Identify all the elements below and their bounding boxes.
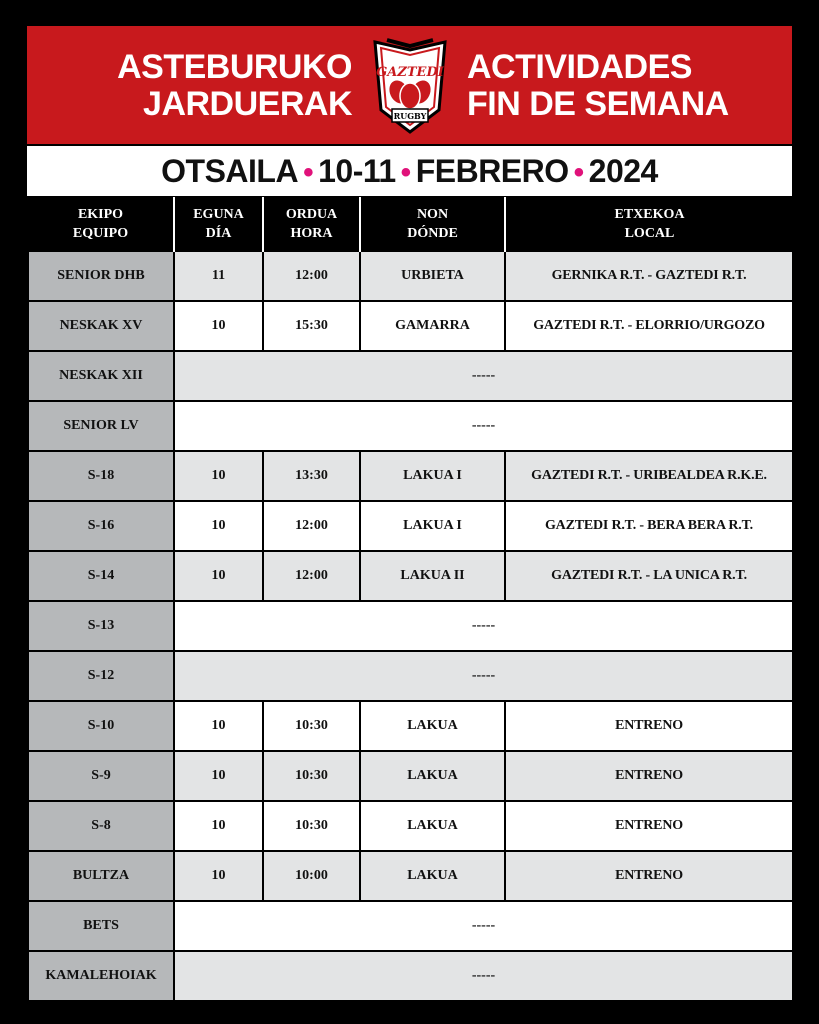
header-title-basque bbox=[117, 49, 352, 123]
no-activity-cell: ----- bbox=[174, 951, 793, 1001]
table-row bbox=[28, 951, 793, 1001]
local-cell: ENTRENO bbox=[505, 751, 793, 801]
logo-text: GAZTEDI bbox=[376, 65, 444, 80]
dot-separator: • bbox=[303, 156, 314, 189]
time-cell: 12:00 bbox=[263, 251, 360, 301]
table-header-row bbox=[28, 197, 793, 251]
date-year: 2024 bbox=[588, 153, 658, 189]
location-cell: LAKUA bbox=[360, 851, 505, 901]
time-cell: 10:30 bbox=[263, 751, 360, 801]
table-row bbox=[28, 601, 793, 651]
table-row bbox=[28, 901, 793, 951]
date-band bbox=[27, 146, 792, 196]
day-cell: 10 bbox=[174, 751, 263, 801]
location-cell: LAKUA bbox=[360, 801, 505, 851]
location-cell: URBIETA bbox=[360, 251, 505, 301]
day-cell: 11 bbox=[174, 251, 263, 301]
team-cell: SENIOR LV bbox=[28, 401, 174, 451]
team-cell: S-13 bbox=[28, 601, 174, 651]
schedule-table bbox=[27, 197, 794, 1002]
table-row bbox=[28, 401, 793, 451]
location-cell: LAKUA bbox=[360, 751, 505, 801]
table-row bbox=[28, 851, 793, 901]
month-spanish: FEBRERO bbox=[415, 153, 569, 189]
day-cell: 10 bbox=[174, 451, 263, 501]
local-cell: GERNIKA R.T. - GAZTEDI R.T. bbox=[505, 251, 793, 301]
local-cell: ENTRENO bbox=[505, 701, 793, 751]
header-right-line2: FIN DE SEMANA bbox=[467, 85, 729, 123]
day-cell: 10 bbox=[174, 551, 263, 601]
time-cell: 12:00 bbox=[263, 501, 360, 551]
day-cell: 10 bbox=[174, 801, 263, 851]
header-left-line1: ASTEBURUKO bbox=[117, 48, 352, 86]
day-cell: 10 bbox=[174, 301, 263, 351]
header-right-line1: ACTIVIDADES bbox=[467, 48, 692, 86]
team-cell: NESKAK XV bbox=[28, 301, 174, 351]
gaztedi-rugby-logo bbox=[367, 36, 453, 136]
table-row bbox=[28, 451, 793, 501]
local-cell: ENTRENO bbox=[505, 801, 793, 851]
column-header-time: ORDUA HORA bbox=[263, 197, 360, 251]
time-cell: 12:00 bbox=[263, 551, 360, 601]
day-cell: 10 bbox=[174, 851, 263, 901]
column-header-local: ETXEKOA LOCAL bbox=[505, 197, 793, 251]
no-activity-cell: ----- bbox=[174, 351, 793, 401]
time-cell: 10:30 bbox=[263, 701, 360, 751]
no-activity-cell: ----- bbox=[174, 651, 793, 701]
local-cell: GAZTEDI R.T. - BERA BERA R.T. bbox=[505, 501, 793, 551]
team-cell: S-9 bbox=[28, 751, 174, 801]
team-cell: S-10 bbox=[28, 701, 174, 751]
day-cell: 10 bbox=[174, 501, 263, 551]
header-left-line2: JARDUERAK bbox=[143, 85, 352, 123]
column-header-day: EGUNA DÍA bbox=[174, 197, 263, 251]
team-cell: NESKAK XII bbox=[28, 351, 174, 401]
team-cell: BETS bbox=[28, 901, 174, 951]
table-row bbox=[28, 701, 793, 751]
no-activity-cell: ----- bbox=[174, 601, 793, 651]
logo-subtext: RUGBY bbox=[393, 111, 427, 121]
table-row bbox=[28, 551, 793, 601]
table-row bbox=[28, 251, 793, 301]
table-row bbox=[28, 301, 793, 351]
team-cell: S-16 bbox=[28, 501, 174, 551]
team-cell: KAMALEHOIAK bbox=[28, 951, 174, 1001]
local-cell: ENTRENO bbox=[505, 851, 793, 901]
local-cell: GAZTEDI R.T. - ELORRIO/URGOZO bbox=[505, 301, 793, 351]
day-cell: 10 bbox=[174, 701, 263, 751]
team-cell: S-12 bbox=[28, 651, 174, 701]
team-cell: SENIOR DHB bbox=[28, 251, 174, 301]
location-cell: LAKUA I bbox=[360, 451, 505, 501]
team-cell: S-14 bbox=[28, 551, 174, 601]
month-basque: OTSAILA bbox=[161, 153, 299, 189]
time-cell: 15:30 bbox=[263, 301, 360, 351]
table-row bbox=[28, 651, 793, 701]
no-activity-cell: ----- bbox=[174, 901, 793, 951]
column-header-team: EKIPO EQUIPO bbox=[28, 197, 174, 251]
table-row bbox=[28, 801, 793, 851]
table-row bbox=[28, 351, 793, 401]
team-cell: S-8 bbox=[28, 801, 174, 851]
poster bbox=[27, 26, 792, 998]
time-cell: 10:00 bbox=[263, 851, 360, 901]
no-activity-cell: ----- bbox=[174, 401, 793, 451]
time-cell: 10:30 bbox=[263, 801, 360, 851]
dot-separator: • bbox=[400, 156, 411, 189]
location-cell: LAKUA I bbox=[360, 501, 505, 551]
table-row bbox=[28, 751, 793, 801]
team-cell: S-18 bbox=[28, 451, 174, 501]
team-cell: BULTZA bbox=[28, 851, 174, 901]
dot-separator: • bbox=[573, 156, 584, 189]
header-title-spanish bbox=[467, 49, 729, 123]
location-cell: GAMARRA bbox=[360, 301, 505, 351]
location-cell: LAKUA bbox=[360, 701, 505, 751]
local-cell: GAZTEDI R.T. - URIBEALDEA R.K.E. bbox=[505, 451, 793, 501]
date-days: 10-11 bbox=[318, 153, 396, 189]
column-header-location: NON DÓNDE bbox=[360, 197, 505, 251]
time-cell: 13:30 bbox=[263, 451, 360, 501]
header-banner bbox=[27, 26, 792, 144]
location-cell: LAKUA II bbox=[360, 551, 505, 601]
table-row bbox=[28, 501, 793, 551]
local-cell: GAZTEDI R.T. - LA UNICA R.T. bbox=[505, 551, 793, 601]
